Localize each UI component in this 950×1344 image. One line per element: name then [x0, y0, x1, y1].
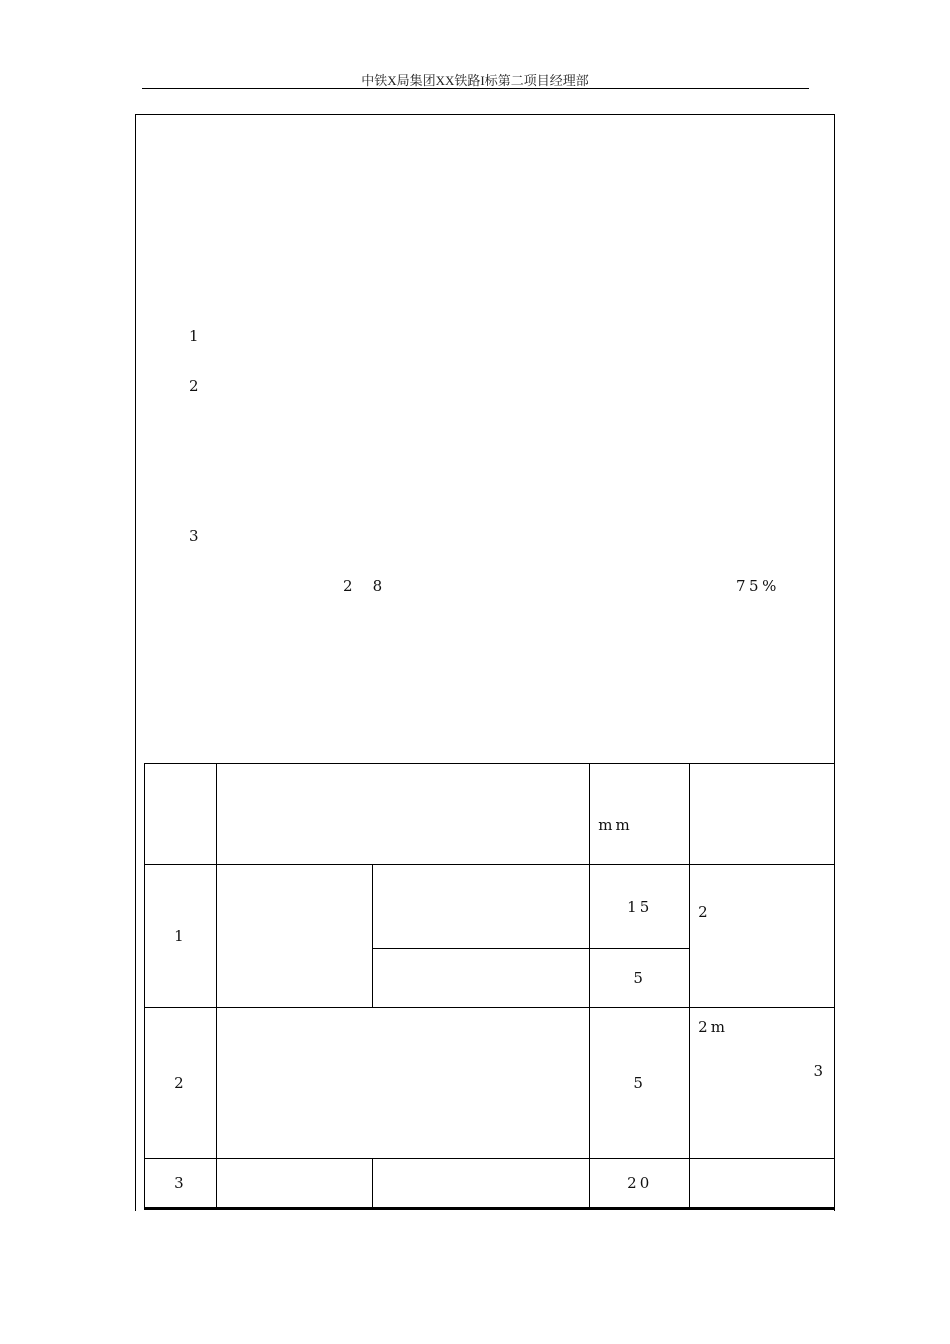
table-row — [145, 1008, 835, 1159]
item-2-line: 2 — [189, 377, 203, 395]
row-2-method — [690, 1008, 835, 1159]
row-1-method-bottom: 2 — [698, 903, 711, 921]
header-item — [216, 764, 589, 865]
header-tolerance-bottom: mm — [598, 816, 633, 834]
row-1-val-1: 15 — [590, 865, 690, 949]
table-row — [145, 1159, 835, 1208]
item-1-line: 1 — [189, 327, 203, 345]
row-3-method — [690, 1159, 835, 1208]
row-3-sub — [372, 1159, 590, 1208]
item-3-cont-b: 2 8 — [343, 577, 386, 595]
table-bottom-rule — [144, 1208, 835, 1210]
row-2-no: 2 — [145, 1008, 217, 1159]
row-1-no: 1 — [145, 865, 217, 1008]
row-2-item — [216, 1008, 589, 1159]
row-1-val-2: 5 — [590, 949, 690, 1008]
header-rule — [142, 88, 809, 89]
row-3-item — [216, 1159, 372, 1208]
table-row — [145, 865, 835, 949]
row-1-sub-2 — [372, 949, 590, 1008]
row-3-val: 20 — [590, 1159, 690, 1208]
row-1-method — [690, 865, 835, 1008]
header-no — [145, 764, 217, 865]
row-2-val: 5 — [590, 1008, 690, 1159]
row-2-method-a: 2m — [698, 1018, 728, 1036]
page-header-title: 中铁X局集团XX铁路I标第二项目经理部 — [361, 73, 589, 88]
table-header-row — [145, 764, 835, 865]
header-tolerance — [590, 764, 690, 865]
row-1-sub-1 — [372, 865, 590, 949]
row-2-method-b: 3 — [813, 1062, 826, 1080]
item-3-cont-d: 75% — [736, 577, 780, 595]
tolerance-table — [144, 763, 835, 1208]
header-method — [690, 764, 835, 865]
item-3-line: 3 — [189, 527, 203, 545]
row-1-item — [216, 865, 372, 1008]
row-3-no: 3 — [145, 1159, 217, 1208]
